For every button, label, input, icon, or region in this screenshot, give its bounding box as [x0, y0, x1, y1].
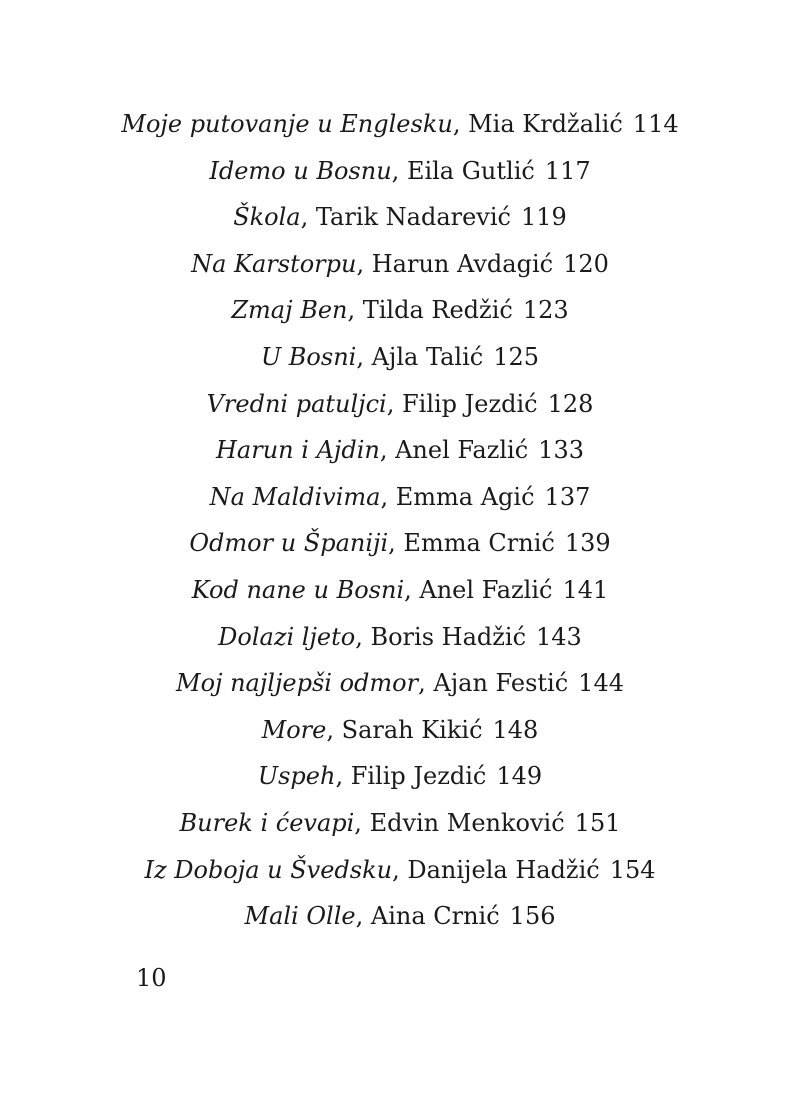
toc-entry — [0, 896, 800, 943]
toc-entry-author: Harun Avdagić — [371, 249, 554, 278]
toc-entry-separator: , — [388, 529, 404, 558]
toc-entry-page: 143 — [536, 622, 582, 651]
toc-entry-title: Vredni patuljci — [206, 389, 387, 418]
toc-entry-separator: , — [326, 715, 342, 744]
toc-entry-separator: , — [386, 389, 402, 418]
toc-entry-title: Zmaj Ben — [231, 296, 348, 325]
toc-entry-separator: , — [335, 762, 351, 791]
toc-entry-title: Kod nane u Bosni — [191, 575, 405, 604]
toc-entry-author: Mia Krdžalić — [468, 110, 623, 138]
toc-entry — [0, 430, 800, 477]
toc-entry-separator: , — [404, 575, 420, 604]
toc-entry-page: 123 — [522, 296, 569, 325]
toc-entry-title: Škola — [233, 203, 301, 232]
toc-entry-title: More — [261, 715, 327, 744]
toc-entry-page: 154 — [609, 855, 656, 884]
toc-entry-page: 139 — [564, 529, 611, 558]
toc-entry — [0, 570, 800, 617]
toc-entry-author: Anel Fazlić — [419, 575, 553, 604]
table-of-contents — [0, 104, 800, 943]
toc-entry-separator: , — [391, 156, 407, 185]
toc-entry-separator: , — [354, 808, 370, 837]
toc-entry-page: 144 — [578, 669, 624, 698]
toc-entry — [0, 756, 800, 803]
toc-entry-author: Filip Jezdić — [401, 389, 538, 418]
toc-entry-separator: , — [392, 855, 408, 884]
toc-entry-author: Eila Gutlić — [406, 156, 535, 185]
toc-entry-author: Danijela Hadžić — [407, 855, 600, 884]
toc-entry-separator: , — [380, 482, 396, 511]
toc-entry — [0, 244, 800, 291]
toc-entry — [0, 523, 800, 570]
toc-entry-title: Idemo u Bosnu — [209, 156, 392, 185]
toc-entry-title: Uspeh — [257, 762, 336, 791]
toc-entry-title: Moj najljepši odmor — [176, 669, 419, 698]
toc-entry-author: Anel Fazlić — [395, 436, 529, 465]
toc-entry-author: Sarah Kikić — [341, 715, 483, 744]
toc-entry — [0, 104, 800, 151]
toc-entry-title: Mali Olle — [244, 902, 356, 931]
toc-entry-separator: , — [418, 669, 434, 698]
toc-entry-separator: , — [356, 342, 372, 371]
toc-entry-separator: , — [355, 902, 371, 931]
toc-entry-page: 156 — [509, 902, 556, 931]
toc-entry-separator: , — [356, 249, 372, 278]
toc-entry-page: 128 — [547, 389, 594, 418]
toc-entry — [0, 290, 800, 337]
toc-entry — [0, 850, 800, 897]
toc-entry-title: Dolazi ljeto — [218, 622, 356, 651]
toc-entry-separator: , — [355, 622, 371, 651]
toc-entry-page: 119 — [520, 203, 567, 232]
toc-entry-page: 149 — [496, 762, 543, 791]
toc-entry-author: Emma Crnić — [403, 529, 555, 558]
toc-entry-separator: , — [347, 296, 363, 325]
toc-entry-page: 120 — [563, 249, 609, 278]
toc-entry-page: 141 — [562, 575, 609, 604]
toc-entry-separator: , — [379, 436, 396, 465]
toc-entry — [0, 384, 800, 431]
toc-entry-page: 148 — [492, 715, 539, 744]
toc-entry-author: Ajla Talić — [371, 342, 484, 371]
toc-entry-page: 117 — [544, 156, 591, 185]
toc-entry — [0, 477, 800, 524]
toc-entry — [0, 337, 800, 384]
toc-entry-title: Na Maldivima — [209, 482, 381, 511]
toc-entry-title: U Bosni — [260, 342, 357, 371]
toc-entry — [0, 803, 800, 850]
page-number: 10 — [136, 964, 167, 992]
toc-entry-author: Boris Hadžić — [370, 622, 527, 651]
toc-entry-separator: , — [300, 203, 316, 232]
toc-entry-title: Harun i Ajdin — [216, 436, 380, 465]
toc-entry-author: Emma Agić — [395, 482, 535, 511]
toc-entry-separator: , — [452, 110, 469, 138]
toc-entry-author: Aina Crnić — [370, 902, 500, 931]
toc-entry-author: Tarik Nadarević — [315, 203, 511, 232]
toc-entry-author: Ajan Festić — [433, 669, 569, 698]
toc-entry-page: 114 — [632, 110, 679, 138]
toc-entry-author: Edvin Menković — [369, 808, 565, 837]
toc-entry-title: Moje putovanje u Englesku — [121, 110, 453, 138]
toc-entry — [0, 617, 800, 664]
toc-entry — [0, 710, 800, 757]
toc-entry-title: Odmor u Španiji — [189, 529, 389, 558]
toc-entry-title: Iz Doboja u Švedsku — [144, 855, 393, 884]
toc-entry-page: 133 — [538, 436, 584, 465]
toc-entry — [0, 197, 800, 244]
toc-entry-page: 125 — [493, 342, 540, 371]
toc-entry-author: Tilda Redžić — [362, 296, 513, 325]
toc-entry — [0, 151, 800, 198]
toc-entry-author: Filip Jezdić — [350, 762, 487, 791]
toc-entry-page: 151 — [574, 808, 621, 837]
toc-entry — [0, 663, 800, 710]
toc-entry-title: Burek i ćevapi — [179, 808, 355, 837]
toc-entry-title: Na Karstorpu — [191, 249, 357, 278]
toc-entry-page: 137 — [544, 482, 591, 511]
